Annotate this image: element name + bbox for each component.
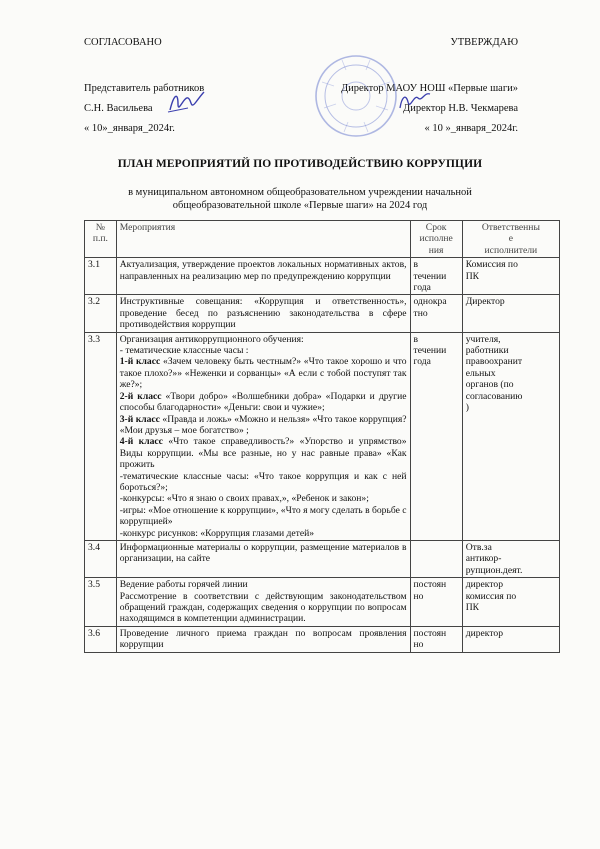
school-stamp-icon [312, 52, 400, 140]
table-row [85, 578, 560, 627]
row-term [410, 540, 462, 577]
row-num: 3.3 [85, 332, 117, 540]
approve-label: УТВЕРЖДАЮ [450, 37, 518, 48]
table-row [85, 258, 560, 295]
row-responsible: Комиссия по ПК [462, 258, 559, 295]
row-activity: Ведение работы горячей линии Рассмотрение в соответствии с действующим законодательством обращений граждан, содержащих сведения о коррупции по вопросам находящимся в компетенции администрации. [116, 578, 410, 627]
row-responsible: директор [462, 626, 559, 652]
row-responsible: учителя, работники правоохранит ельных органов (по согласованию ) [462, 332, 559, 540]
signature-right-icon [396, 88, 432, 114]
header-term: Срок исполне ния [410, 221, 462, 258]
agreed-date: « 10»_января_2024г. [84, 123, 175, 134]
row-activity: Информационные материалы о коррупции, размещение материалов в организации, на сайте [116, 540, 410, 577]
row-num: 3.6 [85, 626, 117, 652]
approve-name: Директор Н.В. Чекмарева [403, 103, 518, 114]
row-term: в течении года [410, 258, 462, 295]
grade-1-label: 1-й класс [119, 356, 161, 368]
table-row [85, 295, 560, 332]
row-activity: Инструктивные совещания: «Коррупция и ответственность», проведение бесед по разъяснению законодательства в сфере противодействия коррупции [116, 295, 410, 332]
approve-date: « 10 »_января_2024г. [424, 123, 518, 134]
agreed-role: Представитель работников [84, 83, 205, 94]
header-activity: Мероприятия [116, 221, 410, 258]
row-activity: Проведение личного приема граждан по вопросам проявления коррупции [116, 626, 410, 652]
approve-role: Директор МАОУ НОШ «Первые шаги» [340, 83, 518, 94]
row-responsible: Отв.за антикор- рупцион.деят. [462, 540, 559, 577]
activities-table [84, 220, 560, 653]
grade-2-label: 2-й класс [119, 390, 162, 402]
row-activity [116, 332, 410, 540]
grade-4-label: 4-й класс [119, 436, 163, 448]
row-term: постоян но [410, 626, 462, 652]
activity-rest: -тематические классные часы: «Что такое коррупция и как с ней бороться?»; -конкурсы: «Что я знаю о своих правах,», «Ребенок и закон»; -игры: «Мое отношение к коррупции», «Что я могу сделать в борьбе с коррупцией» -конкурс рисунков: «Коррупция глазами детей» [119, 470, 407, 539]
table-row [85, 540, 560, 577]
signature-left-icon [166, 88, 206, 118]
row-num: 3.2 [85, 295, 117, 332]
table-row [85, 332, 560, 540]
row-num: 3.4 [85, 540, 117, 577]
grade-3-label: 3-й класс [119, 413, 160, 425]
row-activity: Актуализация, утверждение проектов локальных нормативных актов, направленных на реализацию мер по предупреждению коррупции [116, 258, 410, 295]
row-num: 3.1 [85, 258, 117, 295]
row-responsible: Директор [462, 295, 559, 332]
grade-4-text: «Что такое справедливость?» «Упорство и упрямство» Виды коррупции. «Мы все разные, но у нас равные права» «Как прожить [119, 436, 407, 471]
table-row [85, 626, 560, 652]
row-num: 3.5 [85, 578, 117, 627]
agreed-label: СОГЛАСОВАНО [84, 37, 162, 48]
row-term: в течении года [410, 332, 462, 540]
header-num: № п.п. [85, 221, 117, 258]
header-responsible: Ответственны е исполнители [462, 221, 559, 258]
table-header-row [85, 221, 560, 258]
grade-1-text: «Зачем человеку быть честным?» «Что такое хорошо и что такое плохо?»» «Неженки и сорванцы» «А если с тобой поступят так же?»; [119, 356, 407, 391]
grade-3-text: «Правда и ложь» «Можно и нельзя» «Что такое коррупция? «Мои друзья – мое богатство» ; [119, 413, 407, 436]
agreed-name: С.Н. Васильева [84, 103, 153, 114]
grade-2-text: «Твори добро» «Волшебники добра» «Подарки и другие способы благодарности» «Деньги: свои и чужие»; [119, 390, 407, 414]
row-responsible: директор комиссия по ПК [462, 578, 559, 627]
row-term: однокра тно [410, 295, 462, 332]
page-title: ПЛАН МЕРОПРИЯТИЙ ПО ПРОТИВОДЕЙСТВИЮ КОРРУПЦИИ [117, 158, 483, 170]
page-subtitle: в муниципальном автономном общеобразовательном учреждении начальной общеобразовательной школе «Первые шаги» на 2024 год [128, 187, 472, 211]
activity-intro: Организация антикоррупционного обучения: - тематические классные часы : [119, 333, 304, 357]
row-term: постоян но [410, 578, 462, 627]
